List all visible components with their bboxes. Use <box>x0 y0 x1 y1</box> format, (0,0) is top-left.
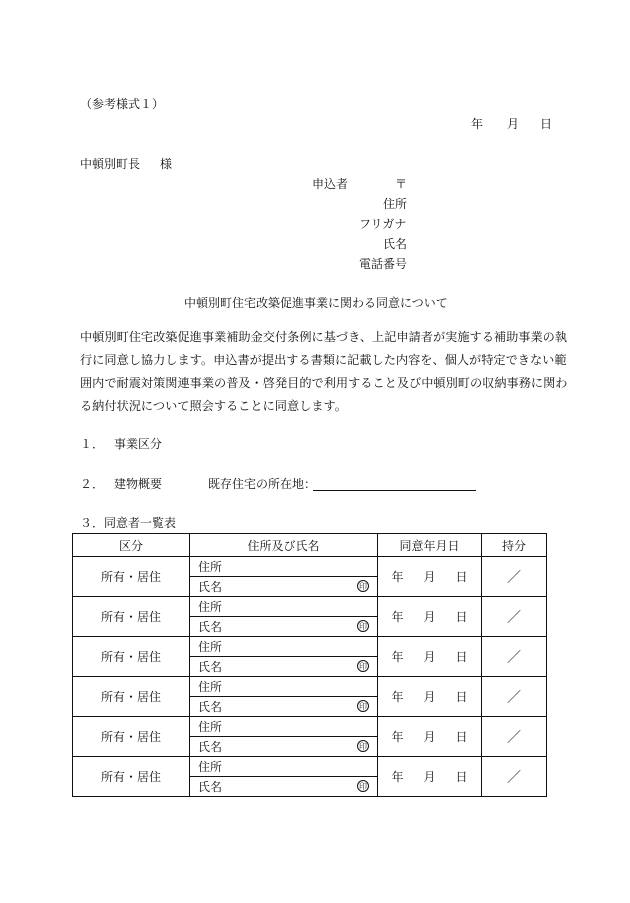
day-label: 日 <box>455 570 468 584</box>
share-cell[interactable]: ／ <box>482 757 547 797</box>
kubun-cell: 所有・居住 <box>73 637 190 677</box>
header-consent-date: 同意年月日 <box>378 534 482 557</box>
document-title: 中頓別町住宅改築促進事業に関わる同意について <box>184 296 448 310</box>
paragraph-line: 囲内で耐震対策関連事業の普及・啓発目的で利用すること及び中頓別町の収納事務に関わ <box>80 376 568 390</box>
name-label: 氏名 <box>198 740 223 754</box>
table-row <box>73 557 547 577</box>
table-row <box>73 757 547 777</box>
seal-mark: 印 <box>359 622 367 631</box>
consent-date-cell[interactable] <box>378 677 482 717</box>
month-label: 月 <box>423 570 436 584</box>
year-label: 年 <box>391 570 404 584</box>
table-row <box>73 717 547 737</box>
consent-date-cell[interactable] <box>378 597 482 637</box>
address-label: 住所 <box>198 720 223 734</box>
share-cell[interactable]: ／ <box>482 597 547 637</box>
year-label: 年 <box>391 690 404 704</box>
name-cell[interactable] <box>190 777 378 797</box>
kubun-cell: 所有・居住 <box>73 677 190 717</box>
year-label: 年 <box>391 650 404 664</box>
month-label: 月 <box>423 610 436 624</box>
name-cell[interactable] <box>190 617 378 637</box>
applicant-name-label: 氏名 <box>383 237 408 251</box>
seal-mark: 印 <box>359 582 367 591</box>
paragraph-line: 行に同意し協力します。申込書が提出する書類に記載した内容を、個人が特定できない範 <box>80 353 567 367</box>
seal-mark: 印 <box>359 662 367 671</box>
postal-mark: 〒 <box>395 177 408 191</box>
item1-label: 事業区分 <box>114 437 163 451</box>
address-label: 住所 <box>198 560 223 574</box>
share-cell[interactable]: ／ <box>482 717 547 757</box>
day-label: 日 <box>455 690 468 704</box>
kubun-cell: 所有・居住 <box>73 717 190 757</box>
kubun-cell: 所有・居住 <box>73 597 190 637</box>
name-label: 氏名 <box>198 660 223 674</box>
consent-date-cell[interactable] <box>378 557 482 597</box>
consent-date-cell[interactable] <box>378 757 482 797</box>
share-cell[interactable]: ／ <box>482 677 547 717</box>
header-address-name: 住所及び氏名 <box>190 534 378 557</box>
item2-label: 建物概要 <box>114 477 163 491</box>
seal-mark: 印 <box>359 742 367 751</box>
name-cell[interactable] <box>190 697 378 717</box>
address-cell[interactable] <box>190 637 378 657</box>
table-row <box>73 597 547 617</box>
name-cell[interactable] <box>190 577 378 597</box>
applicant-label: 申込者 <box>312 177 349 191</box>
table-row <box>73 677 547 697</box>
table-row <box>73 637 547 657</box>
applicant-phone-label: 電話番号 <box>359 257 408 271</box>
address-cell[interactable] <box>190 717 378 737</box>
address-label: 住所 <box>198 760 223 774</box>
name-label: 氏名 <box>198 620 223 634</box>
seal-mark: 印 <box>359 782 367 791</box>
day-label: 日 <box>455 610 468 624</box>
address-cell[interactable] <box>190 677 378 697</box>
consent-date-cell[interactable] <box>378 717 482 757</box>
year-label: 年 <box>391 730 404 744</box>
share-cell[interactable]: ／ <box>482 557 547 597</box>
month-label: 月 <box>423 770 436 784</box>
name-label: 氏名 <box>198 700 223 714</box>
existing-house-location-field[interactable] <box>313 489 476 491</box>
name-label: 氏名 <box>198 580 223 594</box>
day-label: 日 <box>455 650 468 664</box>
name-label: 氏名 <box>198 780 223 794</box>
month-label: 月 <box>423 690 436 704</box>
year-label: 年 <box>391 610 404 624</box>
consent-table <box>72 533 547 797</box>
date-year-label: 年 <box>471 117 484 131</box>
day-label: 日 <box>455 770 468 784</box>
item2-number: ２． <box>80 477 105 491</box>
applicant-address-label: 住所 <box>383 197 408 211</box>
month-label: 月 <box>423 730 436 744</box>
year-label: 年 <box>391 770 404 784</box>
address-cell[interactable] <box>190 757 378 777</box>
table-header-row <box>73 534 547 557</box>
date-day-label: 日 <box>540 117 553 131</box>
addressee-name: 中頓別町長 <box>80 157 141 171</box>
paragraph-line: る納付状況について照会することに同意します。 <box>80 399 347 413</box>
addressee-honorific: 様 <box>160 157 173 171</box>
date-month-label: 月 <box>507 117 520 131</box>
seal-mark: 印 <box>359 702 367 711</box>
kubun-cell: 所有・居住 <box>73 757 190 797</box>
address-label: 住所 <box>198 680 223 694</box>
header-share: 持分 <box>482 534 547 557</box>
address-label: 住所 <box>198 640 223 654</box>
name-cell[interactable] <box>190 657 378 677</box>
address-cell[interactable] <box>190 597 378 617</box>
item2-field-label: 既存住宅の所在地： <box>208 477 317 491</box>
item1-number: １． <box>80 437 105 451</box>
applicant-furigana-label: フリガナ <box>359 217 407 231</box>
paragraph-line: 中頓別町住宅改築促進事業補助金交付条例に基づき、上記申請者が実施する補助事業の執 <box>80 330 568 344</box>
address-label: 住所 <box>198 600 223 614</box>
name-cell[interactable] <box>190 737 378 757</box>
address-cell[interactable] <box>190 557 378 577</box>
form-reference: （参考様式１） <box>80 97 165 111</box>
header-kubun: 区分 <box>73 534 190 557</box>
kubun-cell: 所有・居住 <box>73 557 190 597</box>
day-label: 日 <box>455 730 468 744</box>
consent-date-cell[interactable] <box>378 637 482 677</box>
month-label: 月 <box>423 650 436 664</box>
item3-label: ３．同意者一覧表 <box>80 516 177 530</box>
share-cell[interactable]: ／ <box>482 637 547 677</box>
consent-paragraph <box>80 326 568 418</box>
